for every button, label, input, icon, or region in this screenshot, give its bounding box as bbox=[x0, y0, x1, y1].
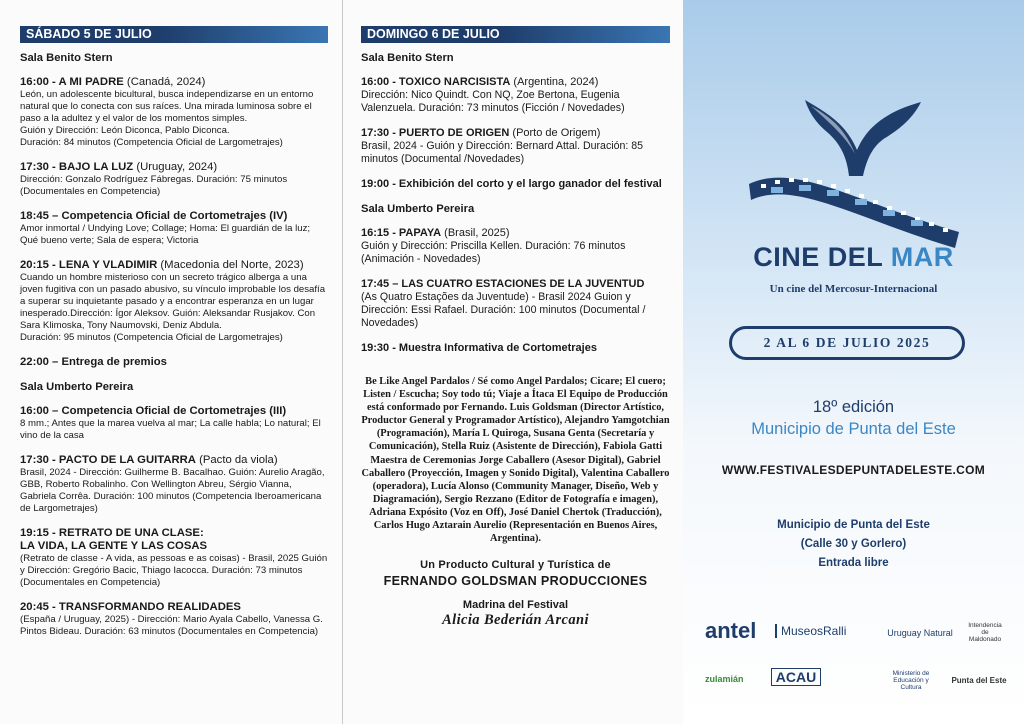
edition-number: 18º edición bbox=[812, 398, 895, 416]
screening bbox=[361, 227, 670, 266]
producer-label: Un Producto Cultural y Turística de bbox=[420, 559, 611, 572]
screening-title: 17:30 - PACTO DE LA GUITARRA bbox=[20, 454, 196, 466]
screening-title: 16:00 - TOXICO NARCISISTA bbox=[361, 76, 511, 88]
website-link[interactable]: WWW.FESTIVALESDEPUNTADELESTE.COM bbox=[721, 463, 986, 477]
screening-duration: Duración: 95 minutos (Competencia Oficial de Largometrajes) bbox=[20, 332, 283, 343]
brand-part-1: CINE DEL bbox=[753, 242, 891, 272]
whale-tail-film-icon bbox=[745, 92, 965, 252]
screening-details: Amor inmortal / Undying Love; Collage; Homa: El guardián de la luz; Qué bueno verte; Sala de espera; Victoria bbox=[20, 223, 311, 246]
festival-dates-badge: 2 AL 6 DE JULIO 2025 bbox=[729, 326, 965, 360]
screening-synopsis: Cuando un hombre misterioso con un secreto trágico alberga a una joven fugitiva con un pasado abusivo, su vínculo improbable los desafía a superar su inquietante pasado y a encontrar esperanza en un lugar inesperado.Dirección: Ígor Aleksov. Guión: Aleksandar Rusjakov. Con Sara Klimoska, Tony Naumovski, Deniz Abdula. bbox=[20, 272, 326, 331]
day-header: DOMINGO 6 DE JULIO bbox=[361, 26, 670, 43]
day-header: SÁBADO 5 DE JULIO bbox=[20, 26, 328, 43]
brand-part-2: MAR bbox=[890, 242, 954, 272]
screening-origin: (Canadá, 2024) bbox=[123, 76, 206, 88]
screening-synopsis: León, un adolescente bicultural, busca independizarse en un entorno natural que lo conecta con sus raíces. Una mirada luminosa sobre el paso a la adultez y el valor de los momentos simples. bbox=[20, 89, 314, 124]
sponsor-row-2 bbox=[705, 660, 1005, 700]
screening-title: 22:00 – Entrega de premios bbox=[20, 356, 167, 368]
screening-details: Brasil, 2024 - Dirección: Guilherme B. Bacalhao. Guión: Aurelio Aragão, GBB, Roberto Robalinho. Con Wellington Abreu, Sérgio Vianna, Gabriela Corrêa. Duración: 100 minutos (Competencia Iberoamericana de Largometrajes) bbox=[20, 467, 325, 514]
screening bbox=[361, 76, 670, 115]
godmother-name: Alicia Bederián Arcani bbox=[442, 612, 589, 629]
sponsor-row-1 bbox=[705, 614, 1005, 654]
sponsor-zulamian-logo: zulamián bbox=[705, 674, 744, 684]
venue-info bbox=[683, 516, 1024, 573]
screening-origin: (Brasil, 2025) bbox=[441, 227, 510, 239]
venue-name: Sala Benito Stern bbox=[20, 52, 113, 64]
sponsor-uruguay-logo: Uruguay Natural bbox=[887, 628, 953, 638]
screening-details: 8 mm.; Antes que la marea vuelva al mar; La calle habla; Lo natural; El vino de la casa bbox=[20, 418, 321, 441]
festival-slogan: Un cine del Mercosur-Internacional bbox=[769, 283, 938, 295]
screening bbox=[20, 454, 328, 515]
screening-title: 16:00 – Competencia Oficial de Cortometrajes (III) bbox=[20, 405, 287, 417]
sponsor-intendencia-logo: Intendencia de Maldonado bbox=[968, 622, 1002, 643]
sponsor-acau-logo: ACAU bbox=[771, 668, 821, 686]
godmother-label: Madrina del Festival bbox=[462, 599, 569, 612]
screening bbox=[20, 405, 328, 442]
production-credits: Be Like Angel Pardalos / Sé como Angel Pardalos; Cicare; El cuero; Listen / Escucha; Soy todo tú; Viaje a Ítaca El Equipo de Producción está conformado por Fernando. Luis Goldsman (Director Artístico, Productor General y Programador Artístico), Alejandro Yamgotchian (Programación), María L Quiroga, Susana Genta (Secretaría y Comunicación), Stella Ruiz (Asistente de Dirección), Fabiola Gatti Maestra de Ceremonias Jorge Caballero (Asesor Digital), Gabriel Caballero (Proyección, Imagen y Sonido Digital), Valentina Caballero (operadora), Lucía Alonso (Community Manager, Diseño, Web y Diagramación), Sergio Rezzano (Editor de Fotografía e imagen), Adriana Expósito (Voz en Off), José Daniel Chertok (Traducción), Carlos Hugo Aztarain Aurelio (Representación en Buenos Aires, Argentina). bbox=[361, 376, 670, 545]
screening bbox=[20, 161, 328, 198]
screening-details: Dirección: Gonzalo Rodríguez Fábregas. Duración: 75 minutos (Documentales en Competencia) bbox=[20, 174, 288, 197]
saturday-column bbox=[0, 0, 342, 724]
venue-address: (Calle 30 y Gorlero) bbox=[800, 538, 907, 550]
screening bbox=[20, 601, 328, 638]
sponsor-punta-logo: Punta del Este bbox=[951, 676, 1007, 685]
screening bbox=[361, 342, 670, 355]
award-ceremony bbox=[20, 356, 328, 369]
host-municipality: Municipio de Punta del Este bbox=[751, 420, 956, 438]
festival-logo-text bbox=[683, 242, 1024, 273]
screening-origin: (Pacto da viola) bbox=[195, 454, 278, 466]
screening bbox=[20, 527, 328, 589]
screening bbox=[20, 76, 328, 149]
screening-title-line2: LA VIDA, LA GENTE Y LAS COSAS bbox=[20, 540, 208, 552]
cover-panel bbox=[683, 0, 1024, 724]
screening-title: 19:15 - RETRATO DE UNA CLASE: bbox=[20, 527, 204, 539]
screening-title: 20:45 - TRANSFORMANDO REALIDADES bbox=[20, 601, 241, 613]
venue-name: Sala Benito Stern bbox=[361, 52, 454, 64]
screening-duration: Duración: 84 minutos (Competencia Oficial de Largometrajes) bbox=[20, 137, 283, 148]
screening-origin: (Uruguay, 2024) bbox=[133, 161, 218, 173]
screening-details: Brasil, 2024 - Guión y Dirección: Bernard Attal. Duración: 85 minutos (Documental /Novedades) bbox=[361, 140, 644, 165]
screening-credits: Guión y Dirección: León Diconca, Pablo Diconca. bbox=[20, 125, 230, 136]
screening bbox=[361, 127, 670, 166]
sponsor-museos-logo: MuseosRalli bbox=[775, 624, 867, 638]
screening-title: 20:15 - LENA Y VLADIMIR bbox=[20, 259, 158, 271]
screening-title: 17:45 – LAS CUATRO ESTACIONES DE LA JUVENTUD bbox=[361, 278, 645, 290]
screening-details: Dirección: Nico Quindt. Con NQ, Zoe Bertona, Eugenia Valenzuela. Duración: 73 minutos (Ficción / Novedades) bbox=[361, 89, 625, 114]
sponsor-antel-logo: antel bbox=[705, 618, 757, 643]
screening-title: 17:30 - BAJO LA LUZ bbox=[20, 161, 134, 173]
venue-name: Sala Umberto Pereira bbox=[361, 203, 475, 215]
screening bbox=[20, 259, 328, 344]
screening-title: 19:00 - Exhibición del corto y el largo ganador del festival bbox=[361, 178, 662, 190]
screening bbox=[20, 210, 328, 247]
sunday-column bbox=[342, 0, 682, 724]
screening-origin: (Macedonia del Norte, 2023) bbox=[157, 259, 304, 271]
screening bbox=[361, 278, 670, 330]
admission: Entrada libre bbox=[818, 557, 889, 569]
screening-details: (Retrato de classe - A vida, as pessoas e as coisas) - Brasil, 2025 Guión y Dirección: Gregório Bacic, Thiago Iacocca. Duración: 73 minutos (Documentales en Competencia) bbox=[20, 553, 328, 588]
screening bbox=[361, 178, 670, 191]
screening-title: 18:45 – Competencia Oficial de Cortometrajes (IV) bbox=[20, 210, 288, 222]
screening-details: (As Quatro Estações da Juventude) - Brasil 2024 Guion y Dirección: Essi Rafael. Duración: 100 minutos (Documental / Novedades) bbox=[361, 291, 646, 329]
venue-line: Municipio de Punta del Este bbox=[777, 519, 930, 531]
venue-name: Sala Umberto Pereira bbox=[20, 381, 134, 393]
screening-origin: (Porto de Origem) bbox=[509, 127, 601, 139]
producer-company: FERNANDO GOLDSMAN PRODUCCIONES bbox=[383, 574, 648, 589]
screening-details: (España / Uruguay, 2025) - Dirección: Mario Ayala Cabello, Vanessa G. Pintos Bideau. Duración: 63 minutos (Documentales en Competencia) bbox=[20, 614, 323, 637]
screening-title: 16:15 - PAPAYA bbox=[361, 227, 442, 239]
screening-title: 16:00 - A MI PADRE bbox=[20, 76, 124, 88]
sponsor-ministerio-logo: Ministerio de Educación y Cultura bbox=[892, 670, 930, 691]
screening-origin: (Argentina, 2024) bbox=[510, 76, 599, 88]
screening-title: 17:30 - PUERTO DE ORIGEN bbox=[361, 127, 510, 139]
screening-details: Guión y Dirección: Priscilla Kellen. Duración: 76 minutos (Animación - Novedades) bbox=[361, 240, 626, 265]
screening-title: 19:30 - Muestra Informativa de Cortometrajes bbox=[361, 342, 597, 354]
